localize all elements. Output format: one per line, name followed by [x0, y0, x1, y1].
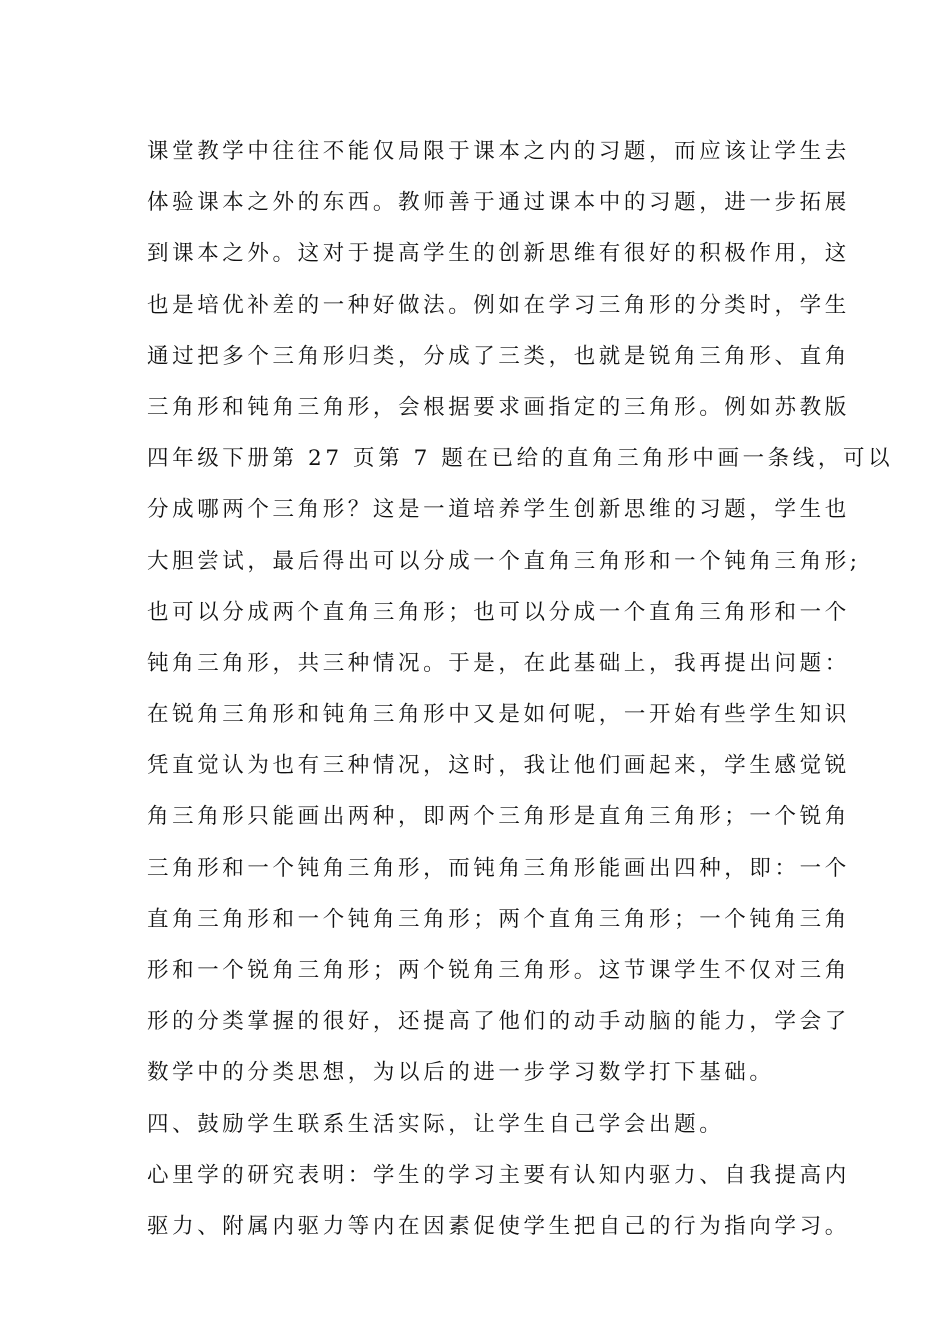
- text-line: 也是培优补差的一种好做法。例如在学习三角形的分类时，学生: [147, 292, 850, 318]
- text-line: 形的分类掌握的很好，还提高了他们的动手动脑的能力，学会了: [147, 1009, 850, 1035]
- text-line: 通过把多个三角形归类，分成了三类，也就是锐角三角形、直角: [147, 343, 850, 369]
- text-line: 三角形和钝角三角形，会根据要求画指定的三角形。例如苏教版: [147, 394, 850, 420]
- text-line: 三角形和一个钝角三角形，而钝角三角形能画出四种，即：一个: [147, 855, 850, 881]
- text-line: 四年级下册第 27 页第 7 题在已给的直角三角形中画一条线，可以: [147, 446, 894, 472]
- text-line: 形和一个锐角三角形；两个锐角三角形。这节课学生不仅对三角: [147, 958, 850, 983]
- text-line: 钝角三角形，共三种情况。于是，在此基础上，我再提出问题：: [147, 650, 850, 676]
- text-line: 心里学的研究表明：学生的学习主要有认知内驱力、自我提高内: [147, 1162, 850, 1188]
- text-line: 凭直觉认为也有三种情况，这时，我让他们画起来，学生感觉锐: [147, 753, 850, 779]
- text-line: 分成哪两个三角形？这是一道培养学生创新思维的习题，学生也: [147, 497, 850, 523]
- section-heading: 四、鼓励学生联系生活实际，让学生自己学会出题。: [147, 1111, 725, 1137]
- text-line: 直角三角形和一个钝角三角形；两个直角三角形；一个钝角三角: [147, 906, 850, 932]
- text-line: 课堂教学中往往不能仅局限于课本之内的习题，而应该让学生去: [147, 139, 850, 164]
- body-text: [147, 126, 894, 1252]
- text-line: 角三角形只能画出两种，即两个三角形是直角三角形；一个锐角: [147, 804, 850, 830]
- text-line: 体验课本之外的东西。教师善于通过课本中的习题，进一步拓展: [147, 190, 850, 216]
- text-line: 在锐角三角形和钝角三角形中又是如何呢，一开始有些学生知识: [147, 702, 850, 728]
- text-line: 大胆尝试，最后得出可以分成一个直角三角形和一个钝角三角形;: [147, 548, 861, 574]
- text-line: 驱力、附属内驱力等内在因素促使学生把自己的行为指向学习。: [147, 1213, 850, 1239]
- text-line: 到课本之外。这对于提高学生的创新思维有很好的积极作用，这: [147, 241, 850, 267]
- text-line: 也可以分成两个直角三角形；也可以分成一个直角三角形和一个: [147, 599, 850, 625]
- text-line: 数学中的分类思想，为以后的进一步学习数学打下基础。: [147, 1060, 775, 1086]
